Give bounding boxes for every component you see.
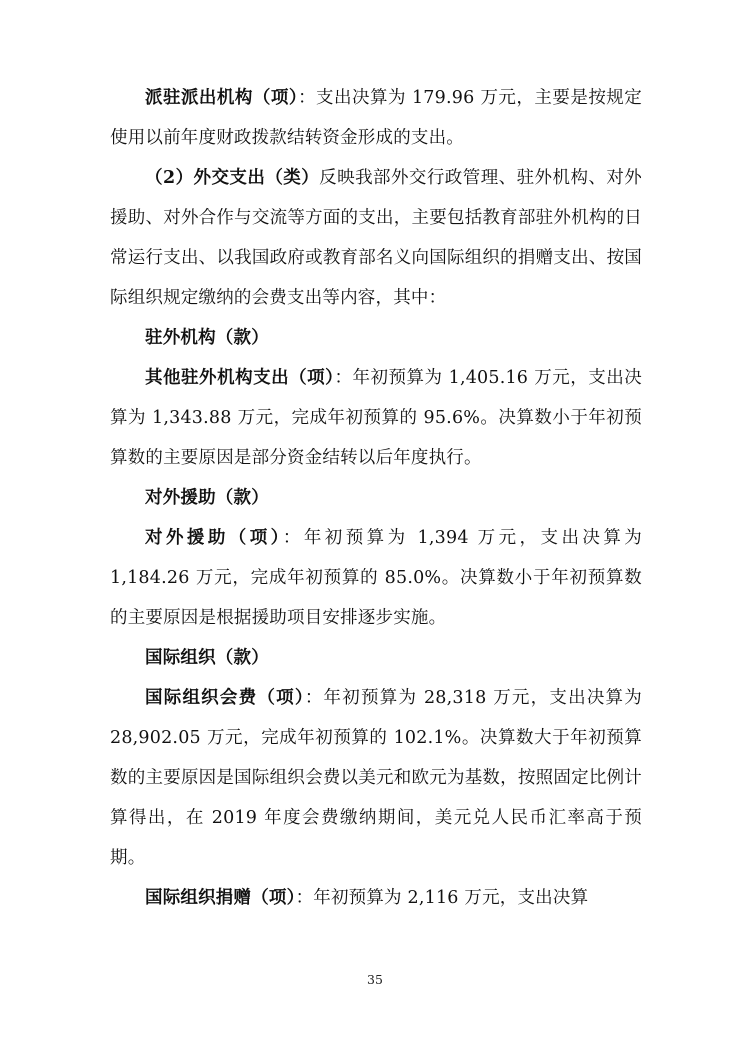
paragraph	[110, 158, 642, 318]
paragraph	[110, 358, 642, 478]
paragraph	[110, 318, 642, 358]
paragraph-text-run: 反映我部外交行政管理、驻外机构、对外援助、对外合作与交流等方面的支出，主要包括教育部驻外机构的日常运行支出、以我国政府或教育部名义向国际组织的捐赠支出、按国际组织规定缴纳的会费支出等内容，其中：	[110, 168, 642, 308]
paragraph	[110, 518, 642, 638]
paragraph-heading-run: 对外援助（款）	[145, 488, 269, 508]
paragraph-heading-run: 派驻派出机构（项）	[145, 88, 299, 108]
page-body	[110, 78, 642, 918]
paragraph-heading-run: 国际组织捐赠（项）	[145, 888, 296, 908]
paragraph-heading-run: （2）外交支出（类）	[145, 168, 320, 188]
paragraph-text-run: ：年初预算为 1,394 万元，支出决算为 1,184.26 万元，完成年初预算的 85.0%。决算数小于年初预算数的主要原因是根据援助项目安排逐步实施。	[110, 528, 642, 628]
paragraph-heading-run: 国际组织（款）	[145, 648, 269, 668]
paragraph	[110, 78, 642, 158]
paragraph-text-run: ：年初预算为 28,318 万元，支出决算为 28,902.05 万元，完成年初预算的 102.1%。决算数大于年初预算数的主要原因是国际组织会费以美元和欧元为基数，按照固定比例计算得出，在 2019 年度会费缴纳期间，美元兑人民币汇率高于预期。	[110, 688, 642, 868]
paragraph-text-run: ：支出决算为 179.96 万元，主要是按规定使用以前年度财政拨款结转资金形成的支出。	[110, 88, 642, 148]
page-number: 35	[367, 972, 383, 987]
paragraph-heading-run: 对外援助（项）	[145, 528, 283, 548]
paragraph-text-run: ：年初预算为 1,405.16 万元，支出决算为 1,343.88 万元，完成年初预算的 95.6%。决算数小于年初预算数的主要原因是部分资金结转以后年度执行。	[110, 368, 642, 468]
paragraph	[110, 878, 642, 918]
paragraph	[110, 638, 642, 678]
paragraph-text-run: ：年初预算为 2,116 万元，支出决算	[295, 888, 589, 908]
paragraph-heading-run: 国际组织会费（项）	[145, 688, 305, 708]
paragraph	[110, 478, 642, 518]
paragraph-heading-run: 驻外机构（款）	[145, 328, 269, 348]
paragraph-heading-run: 其他驻外机构支出（项）	[145, 368, 335, 388]
paragraph	[110, 678, 642, 878]
